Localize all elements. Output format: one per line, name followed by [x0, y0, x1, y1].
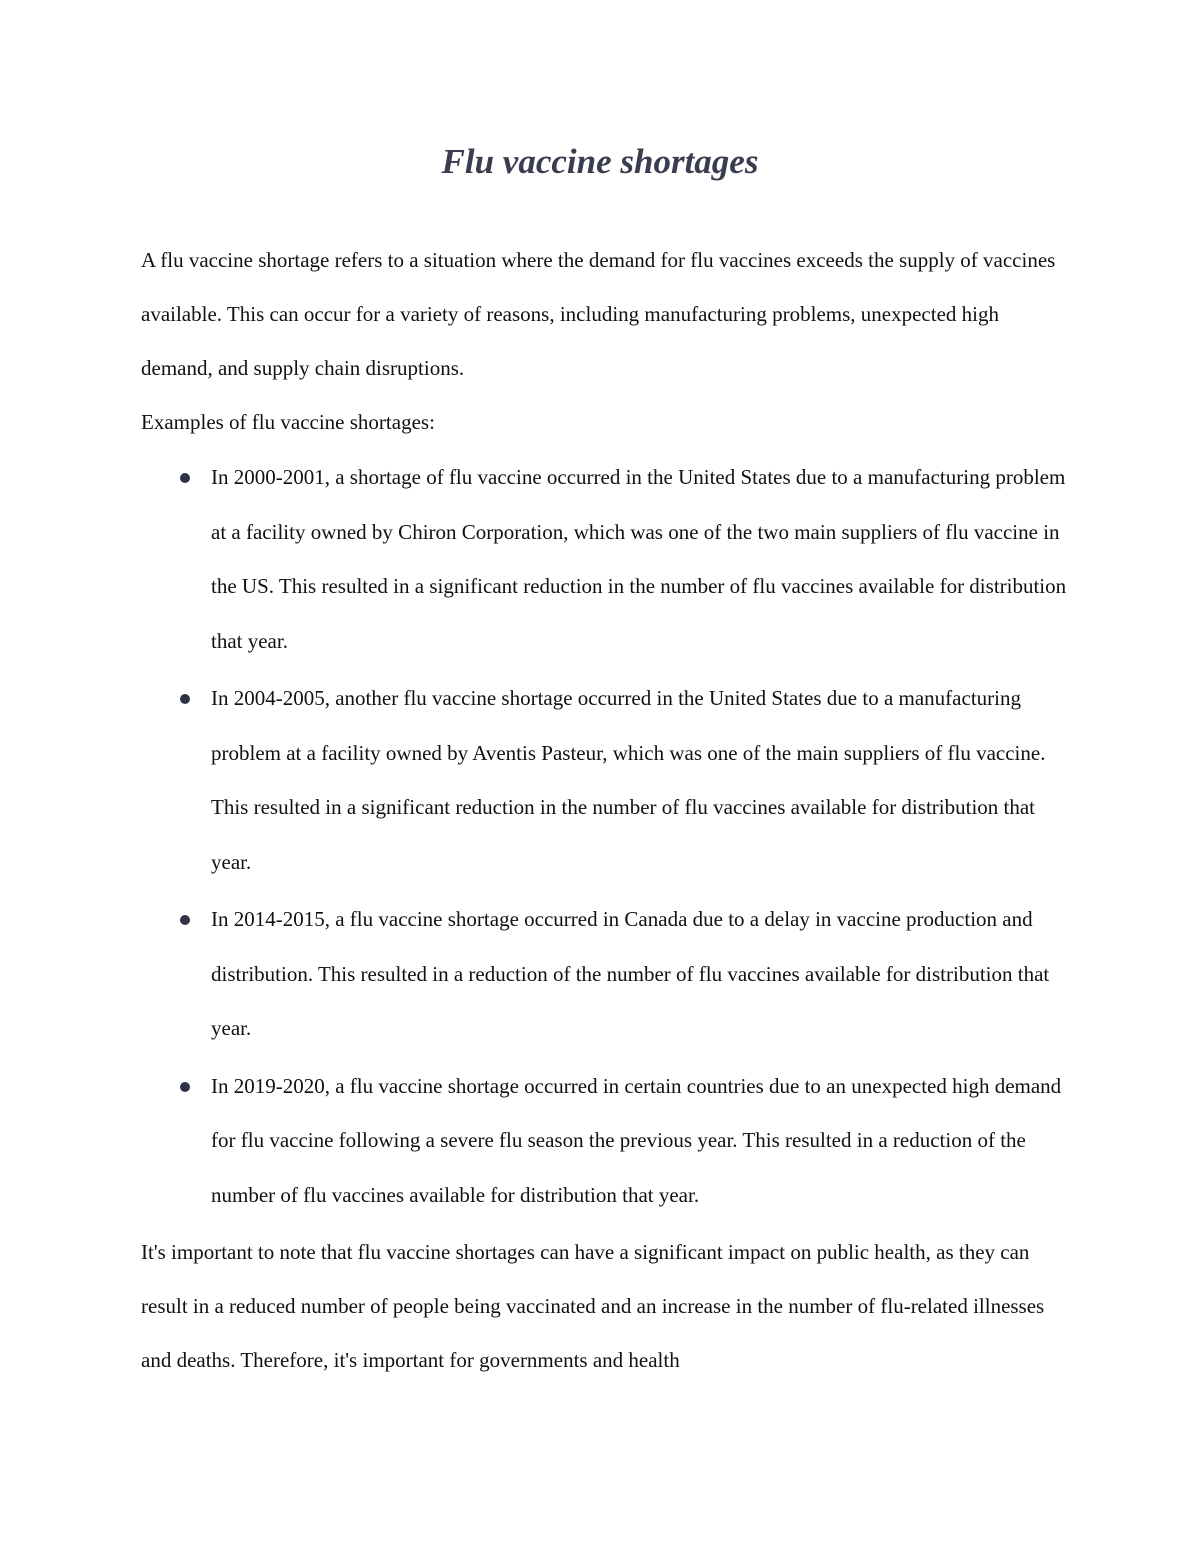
examples-list [141, 450, 1071, 1225]
list-item [141, 892, 1071, 1056]
bullet-icon [180, 1082, 190, 1092]
bullet-icon [180, 694, 190, 704]
list-item-text: In 2019-2020, a flu vaccine shortage occurred in certain countries due to an unexpected high demand for flu vaccine following a severe flu season the previous year. This resulted in a reduction of the number of flu vaccines available for distribution that year. [211, 1073, 1062, 1207]
list-item [141, 671, 1071, 889]
bullet-icon [180, 473, 190, 483]
document-title: Flu vaccine shortages [441, 142, 759, 181]
examples-heading: Examples of flu vaccine shortages: [141, 410, 435, 434]
list-item-text: In 2000-2001, a shortage of flu vaccine occurred in the United States due to a manufacturing problem at a facility owned by Chiron Corporation, which was one of the two main suppliers of flu vaccine in the US. This resulted in a significant reduction in the number of flu vaccines available for distribution that year. [211, 465, 1067, 653]
list-item-text: In 2014-2015, a flu vaccine shortage occurred in Canada due to a delay in vaccine production and distribution. This resulted in a reduction of the number of flu vaccines available for distribution that year. [211, 907, 1050, 1040]
intro-paragraph: A flu vaccine shortage refers to a situation where the demand for flu vaccines exceeds the supply of vaccines available. This can occur for a variety of reasons, including manufacturing problems, unexpected high demand, and supply chain disruptions. [141, 248, 1056, 380]
bullet-icon [180, 915, 190, 925]
list-item [141, 1059, 1071, 1223]
list-item [141, 450, 1071, 668]
closing-paragraph: It's important to note that flu vaccine shortages can have a significant impact on public health, as they can result in a reduced number of people being vaccinated and an increase in the number of flu-related illnesses and deaths. Therefore, it's important for governments and health [141, 1240, 1045, 1372]
list-item-text: In 2004-2005, another flu vaccine shortage occurred in the United States due to a manufacturing problem at a facility owned by Aventis Pasteur, which was one of the main suppliers of flu vaccine. This resulted in a significant reduction in the number of flu vaccines available for distribution that year. [211, 686, 1046, 874]
